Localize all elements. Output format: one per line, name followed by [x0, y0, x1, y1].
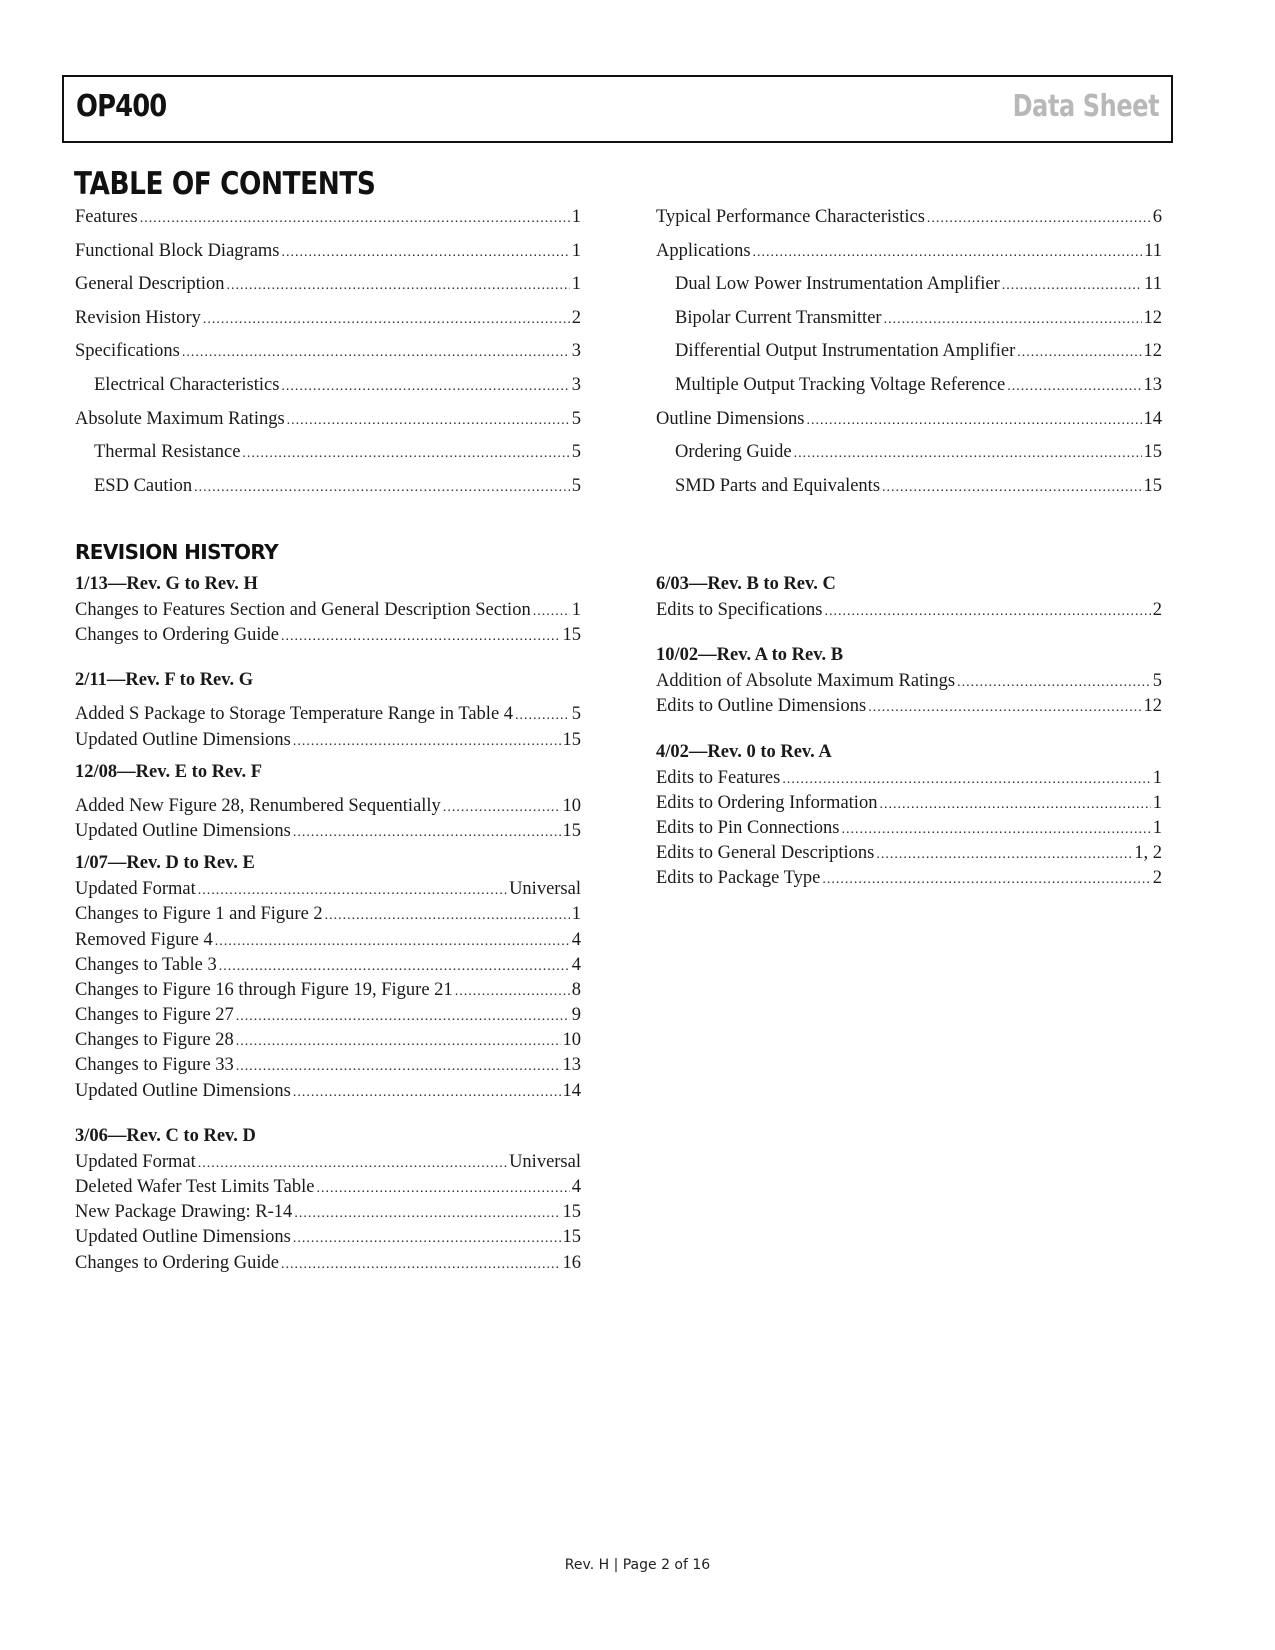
revision-history-right	[656, 572, 1162, 892]
revision-heading: 4/02—Rev. 0 to Rev. A	[656, 741, 832, 762]
revision-group	[656, 643, 1162, 719]
product-name: OP400	[76, 89, 167, 124]
revision-item: Changes to Figure 28 ..... 10	[75, 1028, 581, 1053]
toc-entry[interactable]: General Description ..... 1	[75, 272, 581, 306]
toc-entry[interactable]: Specifications ..... 3	[75, 339, 581, 373]
revision-item: Changes to Figure 27 ..... 9	[75, 1003, 581, 1028]
revision-item: Updated Outline Dimensions ..... 15	[75, 728, 581, 753]
revision-heading: 3/06—Rev. C to Rev. D	[75, 1125, 256, 1146]
toc-subentry[interactable]: Electrical Characteristics ..... 3	[75, 373, 581, 407]
revision-item: Deleted Wafer Test Limits Table ..... 4	[75, 1175, 581, 1200]
revision-item: Changes to Figure 33 ..... 13	[75, 1053, 581, 1078]
toc-entry[interactable]: Typical Performance Characteristics ..... 6	[656, 205, 1162, 239]
revision-group	[75, 572, 581, 648]
revision-item: Changes to Figure 16 through Figure 19, Figure 21 ..... 8	[75, 978, 581, 1003]
toc-title: TABLE OF CONTENTS	[74, 166, 376, 202]
revision-item: Updated Outline Dimensions ..... 15	[75, 1225, 581, 1250]
revision-heading: 10/02—Rev. A to Rev. B	[656, 645, 844, 666]
toc-subentry[interactable]: SMD Parts and Equivalents ..... 15	[656, 474, 1162, 508]
revision-heading: 2/11—Rev. F to Rev. G	[75, 670, 254, 691]
revision-group	[75, 1124, 581, 1276]
toc-subentry[interactable]: Dual Low Power Instrumentation Amplifier ..... 11	[656, 272, 1162, 306]
revision-item: Changes to Figure 1 and Figure 2 ..... 1	[75, 902, 581, 927]
toc-subentry[interactable]: ESD Caution ..... 5	[75, 474, 581, 508]
revision-item: Edits to Features ..... 1	[656, 766, 1162, 791]
toc-right-column	[656, 205, 1162, 507]
revision-item: Edits to Ordering Information ..... 1	[656, 791, 1162, 816]
revision-item: Edits to Outline Dimensions ..... 12	[656, 694, 1162, 719]
revision-item: Changes to Ordering Guide ..... 15	[75, 623, 581, 648]
toc-entry[interactable]: Outline Dimensions ..... 14	[656, 407, 1162, 441]
page-footer: Rev. H | Page 2 of 16	[564, 1557, 711, 1573]
toc-entry[interactable]: Features ..... 1	[75, 205, 581, 239]
revision-item: Edits to General Descriptions ..... 1, 2	[656, 841, 1162, 866]
revision-item: Changes to Features Section and General Description Section ..... 1	[75, 598, 581, 623]
toc-subentry[interactable]: Thermal Resistance ..... 5	[75, 440, 581, 474]
revision-history-title: REVISION HISTORY	[75, 540, 278, 564]
toc-entry[interactable]: Absolute Maximum Ratings ..... 5	[75, 407, 581, 441]
revision-item: Edits to Package Type ..... 2	[656, 866, 1162, 891]
revision-group	[75, 760, 581, 844]
revision-item: Updated Format ..... Universal	[75, 877, 581, 902]
revision-heading: 12/08—Rev. E to Rev. F	[75, 761, 263, 782]
revision-item: Updated Outline Dimensions ..... 15	[75, 819, 581, 844]
revision-item: Changes to Table 3 ..... 4	[75, 953, 581, 978]
revision-group	[656, 740, 1162, 892]
revision-item: Changes to Ordering Guide ..... 16	[75, 1251, 581, 1276]
revision-item: New Package Drawing: R-14 ..... 15	[75, 1200, 581, 1225]
revision-heading: 1/13—Rev. G to Rev. H	[75, 574, 258, 594]
revision-heading: 6/03—Rev. B to Rev. C	[656, 574, 836, 594]
toc-subentry[interactable]: Multiple Output Tracking Voltage Reference ..... 13	[656, 373, 1162, 407]
revision-item: Edits to Pin Connections ..... 1	[656, 816, 1162, 841]
revision-group	[656, 572, 1162, 623]
revision-item: Edits to Specifications ..... 2	[656, 598, 1162, 623]
toc-entry[interactable]: Revision History ..... 2	[75, 306, 581, 340]
revision-group	[75, 851, 581, 1104]
revision-item: Updated Format ..... Universal	[75, 1150, 581, 1175]
page-header	[62, 75, 1173, 143]
toc-entry[interactable]: Functional Block Diagrams ..... 1	[75, 239, 581, 273]
toc-subentry[interactable]: Bipolar Current Transmitter ..... 12	[656, 306, 1162, 340]
revision-item: Added S Package to Storage Temperature Range in Table 4 ..... 5	[75, 702, 581, 727]
doc-type: Data Sheet	[1012, 89, 1159, 124]
toc-subentry[interactable]: Differential Output Instrumentation Amplifier ..... 12	[656, 339, 1162, 373]
toc-entry[interactable]: Applications ..... 11	[656, 239, 1162, 273]
revision-history-left	[75, 572, 581, 1276]
revision-item: Addition of Absolute Maximum Ratings ..... 5	[656, 669, 1162, 694]
revision-item: Removed Figure 4 ..... 4	[75, 928, 581, 953]
revision-group	[75, 668, 581, 752]
revision-item: Updated Outline Dimensions ..... 14	[75, 1079, 581, 1104]
toc-left-column	[75, 205, 581, 507]
revision-item: Added New Figure 28, Renumbered Sequentially ..... 10	[75, 794, 581, 819]
toc-subentry[interactable]: Ordering Guide ..... 15	[656, 440, 1162, 474]
revision-heading: 1/07—Rev. D to Rev. E	[75, 853, 255, 874]
